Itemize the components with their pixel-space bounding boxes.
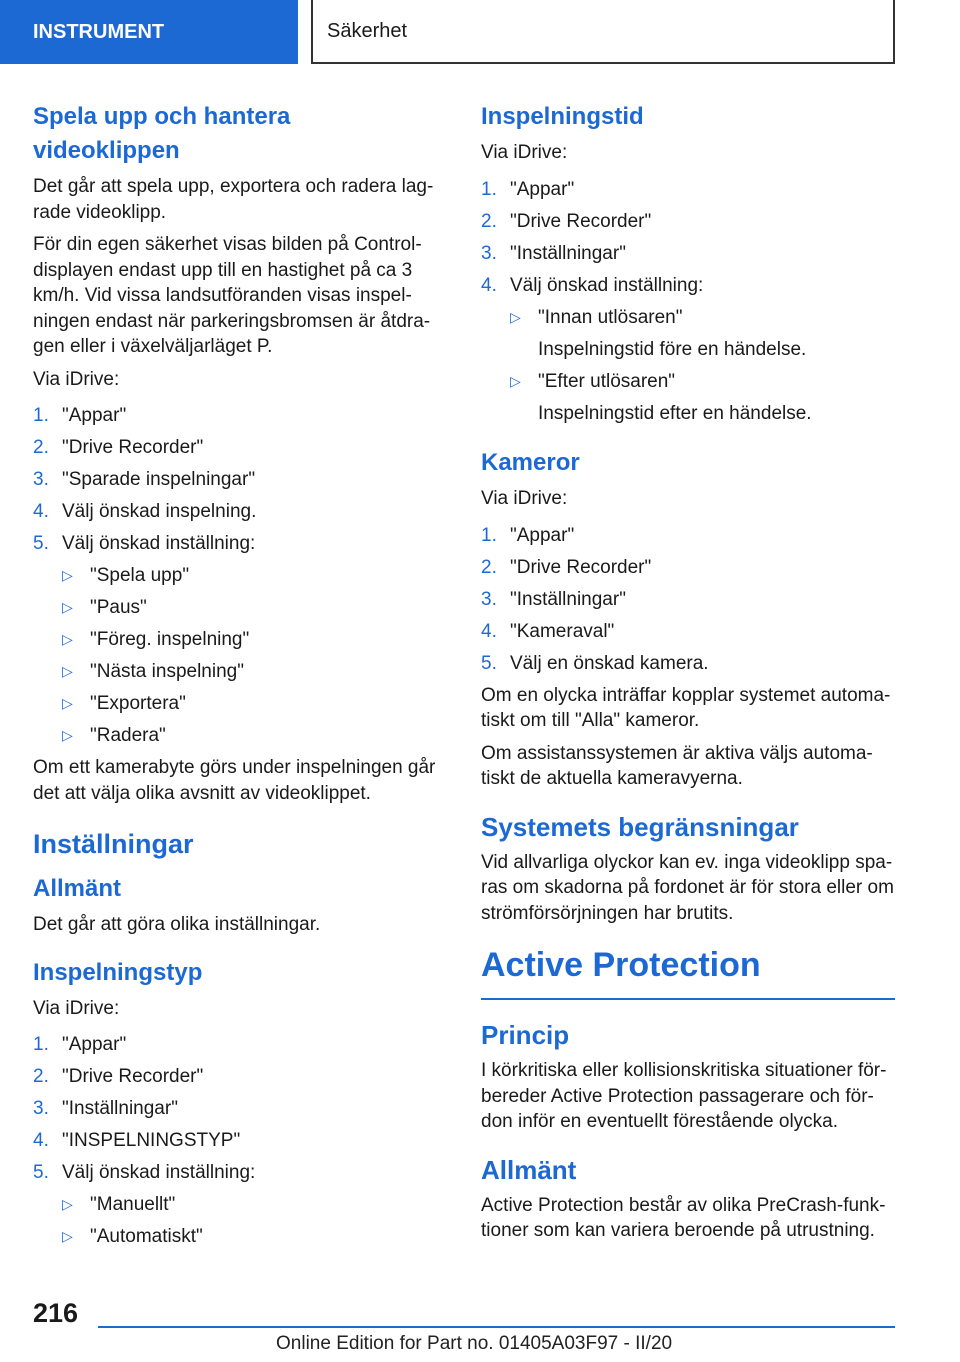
sub-item: ▷ "Föreg. inspelning" xyxy=(62,627,439,653)
paragraph: Det går att spela upp, exportera och radera lag-rade videoklipp. xyxy=(33,176,434,223)
triangle-bullet-icon: ▷ xyxy=(62,663,73,679)
list-item: 4. Välj önskad inspelning. xyxy=(33,501,257,522)
list-item: 3. "Sparade inspelningar" xyxy=(33,469,256,490)
triangle-bullet-icon: ▷ xyxy=(62,695,73,711)
section-label: Säkerhet xyxy=(327,19,408,42)
sub-item: ▷ "Automatiskt" xyxy=(62,1224,439,1250)
triangle-bullet-icon: ▷ xyxy=(62,567,73,583)
list-item: 4. "INSPELNINGSTYP" xyxy=(33,1130,241,1151)
sub-item: ▷ "Innan utlösaren" xyxy=(510,305,895,331)
steps-list xyxy=(33,1032,439,1186)
list-item: 4. "Kameraval" xyxy=(481,620,615,642)
sub-item: ▷ "Paus" xyxy=(62,595,439,621)
paragraph: Active Protection består av olika PreCrash-funk-tioner som kan variera beroende på utrustning. xyxy=(481,1194,886,1241)
heading-cameras: Kameror xyxy=(481,449,580,476)
triangle-bullet-icon: ▷ xyxy=(62,1196,73,1212)
steps-list xyxy=(481,523,895,677)
footer-divider xyxy=(98,1326,895,1328)
paragraph: Om en olycka inträffar kopplar systemet automa-tiskt om till "Alla" kameror. xyxy=(481,684,891,731)
list-item: 5. Välj önskad inställning: xyxy=(33,533,256,554)
chapter-tab xyxy=(0,0,298,64)
list-item: 3. "Inställningar" xyxy=(481,242,626,264)
sub-item-description: Inspelningstid efter en händelse. xyxy=(538,402,812,424)
chapter-heading-active-protection: Active Protection xyxy=(481,942,895,1000)
heading-recording-time: Inspelningstid xyxy=(481,103,644,130)
sub-list xyxy=(62,1192,439,1250)
list-item: 5. Välj en önskad kamera. xyxy=(481,652,709,674)
sub-item: ▷ "Efter utlösaren" xyxy=(510,369,895,395)
paragraph-via-idrive: Via iDrive: xyxy=(33,368,120,390)
paragraph: Det går att göra olika inställningar. xyxy=(33,914,321,935)
heading-system-limits: Systemets begränsningar xyxy=(481,811,799,842)
triangle-bullet-icon: ▷ xyxy=(510,372,521,389)
page-number: 216 xyxy=(33,1298,79,1328)
sub-item: ▷ "Spela upp" xyxy=(62,563,439,589)
paragraph: I körkritiska eller kollisionskritiska situationer för-bereder Active Protection passagerare och för-don inför en eventuellt förestående olycka. xyxy=(481,1060,887,1132)
section-header xyxy=(311,0,895,64)
list-item: 3. "Inställningar" xyxy=(481,588,626,610)
steps-list xyxy=(481,177,895,299)
paragraph: Vid allvarliga olyckor kan ev. inga videoklipp spa-ras om skadorna på fordonet är för stora eller om strömförsörjningen har brutits. xyxy=(481,851,894,924)
sub-item: ▷ "Radera" xyxy=(62,723,439,749)
list-item: 1. "Appar" xyxy=(33,405,127,426)
list-item: 1. "Appar" xyxy=(481,178,575,200)
sub-list xyxy=(62,563,439,749)
heading-playback: Spela upp och hantera videoklippen xyxy=(33,103,291,164)
triangle-bullet-icon: ▷ xyxy=(62,599,73,615)
steps-list xyxy=(33,403,439,557)
paragraph-via-idrive: Via iDrive: xyxy=(33,997,120,1019)
list-item: 3. "Inställningar" xyxy=(33,1098,178,1119)
paragraph: Om assistanssystemen är aktiva väljs automa-tiskt de aktuella kameravyerna. xyxy=(481,742,873,789)
heading-recording-type: Inspelningstyp xyxy=(33,958,203,986)
sub-item: ▷ "Manuellt" xyxy=(62,1192,439,1218)
paragraph-via-idrive: Via iDrive: xyxy=(481,142,568,163)
right-column xyxy=(481,100,895,1251)
sub-item: ▷ "Exportera" xyxy=(62,691,439,717)
chapter-label: INSTRUMENT xyxy=(33,20,165,43)
paragraph: Om ett kamerabyte görs under inspelningen går det att välja olika avsnitt av videoklippet. xyxy=(33,757,436,804)
triangle-bullet-icon: ▷ xyxy=(510,308,521,325)
list-item: 2. "Drive Recorder" xyxy=(33,1066,204,1087)
heading-general: Allmänt xyxy=(33,875,122,902)
list-item: 1. "Appar" xyxy=(481,524,575,546)
sub-list xyxy=(510,305,895,331)
left-column xyxy=(33,100,439,1256)
heading-settings: Inställningar xyxy=(33,829,194,859)
triangle-bullet-icon: ▷ xyxy=(62,727,73,743)
sub-list xyxy=(510,369,895,395)
heading-general: Allmänt xyxy=(481,1154,577,1185)
list-item: 4. Välj önskad inställning: xyxy=(481,274,704,296)
list-item: 2. "Drive Recorder" xyxy=(481,556,652,578)
heading-principle: Princip xyxy=(481,1020,570,1050)
triangle-bullet-icon: ▷ xyxy=(62,1228,73,1244)
list-item: 1. "Appar" xyxy=(33,1034,127,1055)
sub-item-description: Inspelningstid före en händelse. xyxy=(538,338,807,360)
paragraph-via-idrive: Via iDrive: xyxy=(481,488,568,509)
list-item: 2. "Drive Recorder" xyxy=(33,437,204,458)
list-item: 5. Välj önskad inställning: xyxy=(33,1162,256,1183)
list-item: 2. "Drive Recorder" xyxy=(481,210,652,232)
paragraph: För din egen säkerhet visas bilden på Control-displayen endast upp till en hastighet på ca 3 km/h. Vid vissa landsutföranden visas inspel-ningen endast när parkeringsbromsen är åtdra-gen eller i växelväljarläget P. xyxy=(33,234,431,357)
triangle-bullet-icon: ▷ xyxy=(62,631,73,647)
sub-item: ▷ "Nästa inspelning" xyxy=(62,659,439,685)
edition-note: Online Edition for Part no. 01405A03F97 - II/20 xyxy=(276,1333,673,1354)
